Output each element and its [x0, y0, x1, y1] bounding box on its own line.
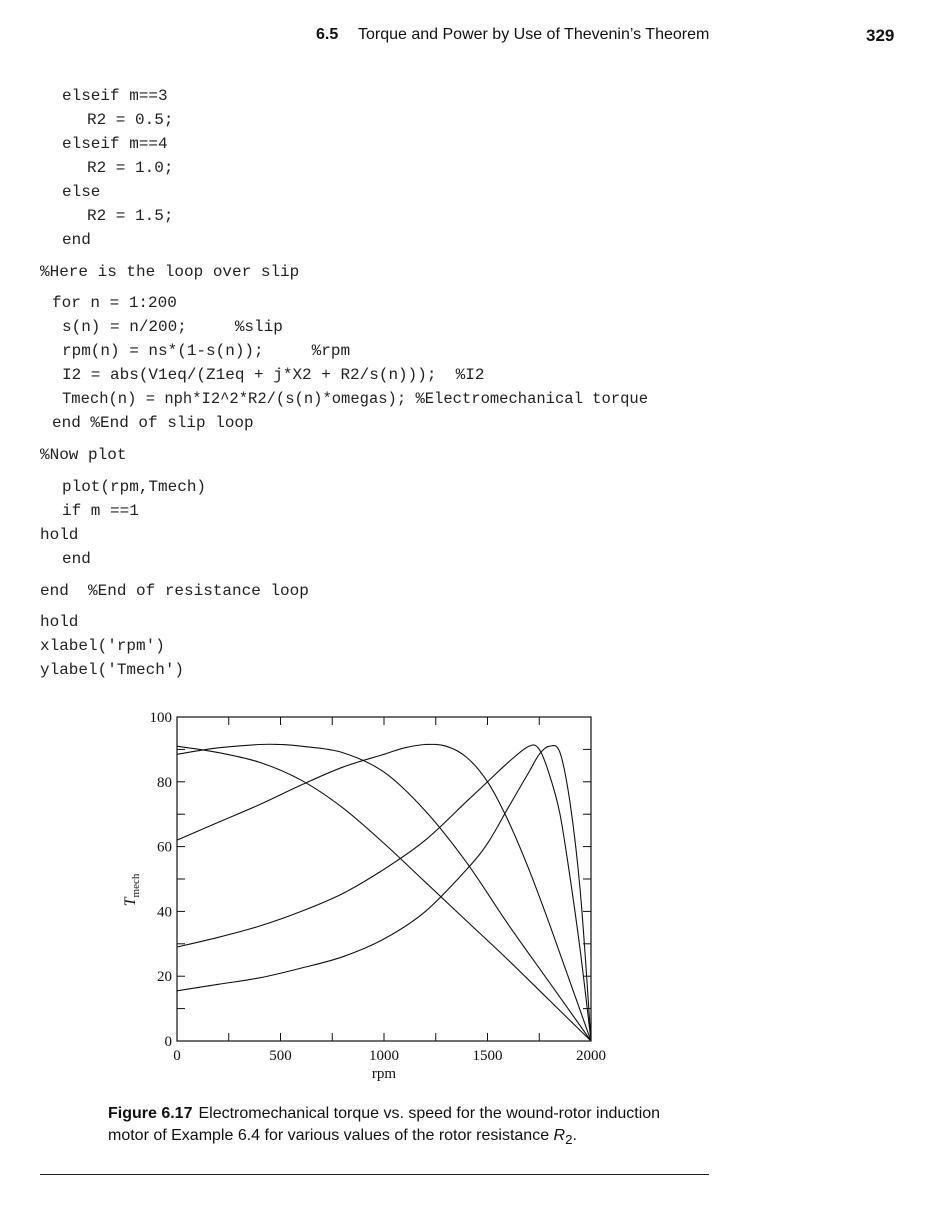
code-line: hold	[40, 613, 79, 631]
figure-label: Figure 6.17	[108, 1105, 193, 1122]
code-line: %Now plot	[40, 446, 127, 464]
code-line: end	[62, 550, 91, 568]
svg-text:Tmech: $T_{mech}$	[122, 873, 142, 907]
plot-frame	[177, 717, 591, 1041]
code-line: elseif m==4	[62, 135, 168, 153]
section-number: 6.5	[316, 26, 339, 43]
code-line: xlabel('rpm')	[40, 637, 165, 655]
figure-caption	[108, 1103, 668, 1151]
code-line: for n = 1:200	[52, 294, 177, 312]
torque-curve-curve-4	[177, 744, 591, 1041]
x-tick-label: 1000	[369, 1048, 399, 1064]
code-line: elseif m==3	[62, 87, 168, 105]
y-tick-label: 100	[149, 710, 172, 726]
y-tick-label: 20	[157, 969, 172, 986]
code-line: end %End of slip loop	[52, 414, 254, 432]
code-line: end	[62, 231, 91, 249]
x-tick-label: 2000	[576, 1048, 606, 1064]
torque-curve-curve-1	[177, 746, 591, 1041]
torque-curve-curve-5	[177, 746, 591, 1041]
caption-symbol-sub: 2	[565, 1132, 573, 1148]
caption-symbol: R	[553, 1127, 566, 1144]
y-tick-label: 80	[157, 774, 172, 791]
y-axis-label	[122, 873, 142, 906]
code-line: R2 = 1.0;	[87, 159, 174, 177]
caption-text: Electromechanical torque vs. speed for the wound-rotor induction motor of Example 6.4 for various values of the rotor resistance	[108, 1105, 661, 1144]
y-tick-label: 0	[164, 1034, 172, 1050]
code-line: end %End of resistance loop	[40, 582, 309, 600]
page-number: 329	[866, 26, 895, 45]
code-line: R2 = 1.5;	[87, 207, 174, 225]
torque-curve-curve-2	[177, 745, 591, 1041]
running-title: Torque and Power by Use of Thevenin’s Theorem	[358, 26, 710, 43]
code-line: ylabel('Tmech')	[40, 661, 185, 679]
y-tick-label: 60	[157, 839, 172, 856]
caption-end: .	[572, 1127, 577, 1144]
code-line: s(n) = n/200; %slip	[62, 318, 283, 336]
code-line: else	[62, 183, 101, 201]
code-line: R2 = 0.5;	[87, 111, 174, 129]
code-line: hold	[40, 526, 79, 544]
code-line: I2 = abs(V1eq/(Z1eq + j*X2 + R2/s(n))); %I2	[62, 366, 485, 384]
torque-curve-curve-3	[177, 744, 591, 1041]
code-line: Tmech(n) = nph*I2^2*R2/(s(n)*omegas); %Electromechanical torque	[62, 390, 648, 408]
x-tick-label: 1500	[472, 1048, 503, 1064]
y-tick-label: 40	[157, 904, 172, 921]
bottom-rule	[40, 1174, 709, 1175]
code-line: if m ==1	[62, 502, 139, 520]
x-axis-label: rpm	[371, 1066, 397, 1082]
torque-speed-plot	[105, 700, 625, 1095]
code-line: %Here is the loop over slip	[40, 263, 300, 281]
code-line: plot(rpm,Tmech)	[62, 478, 207, 496]
x-tick-label: 500	[269, 1048, 292, 1064]
x-tick-label: 0	[173, 1048, 181, 1064]
code-line: rpm(n) = ns*(1-s(n)); %rpm	[62, 342, 351, 360]
